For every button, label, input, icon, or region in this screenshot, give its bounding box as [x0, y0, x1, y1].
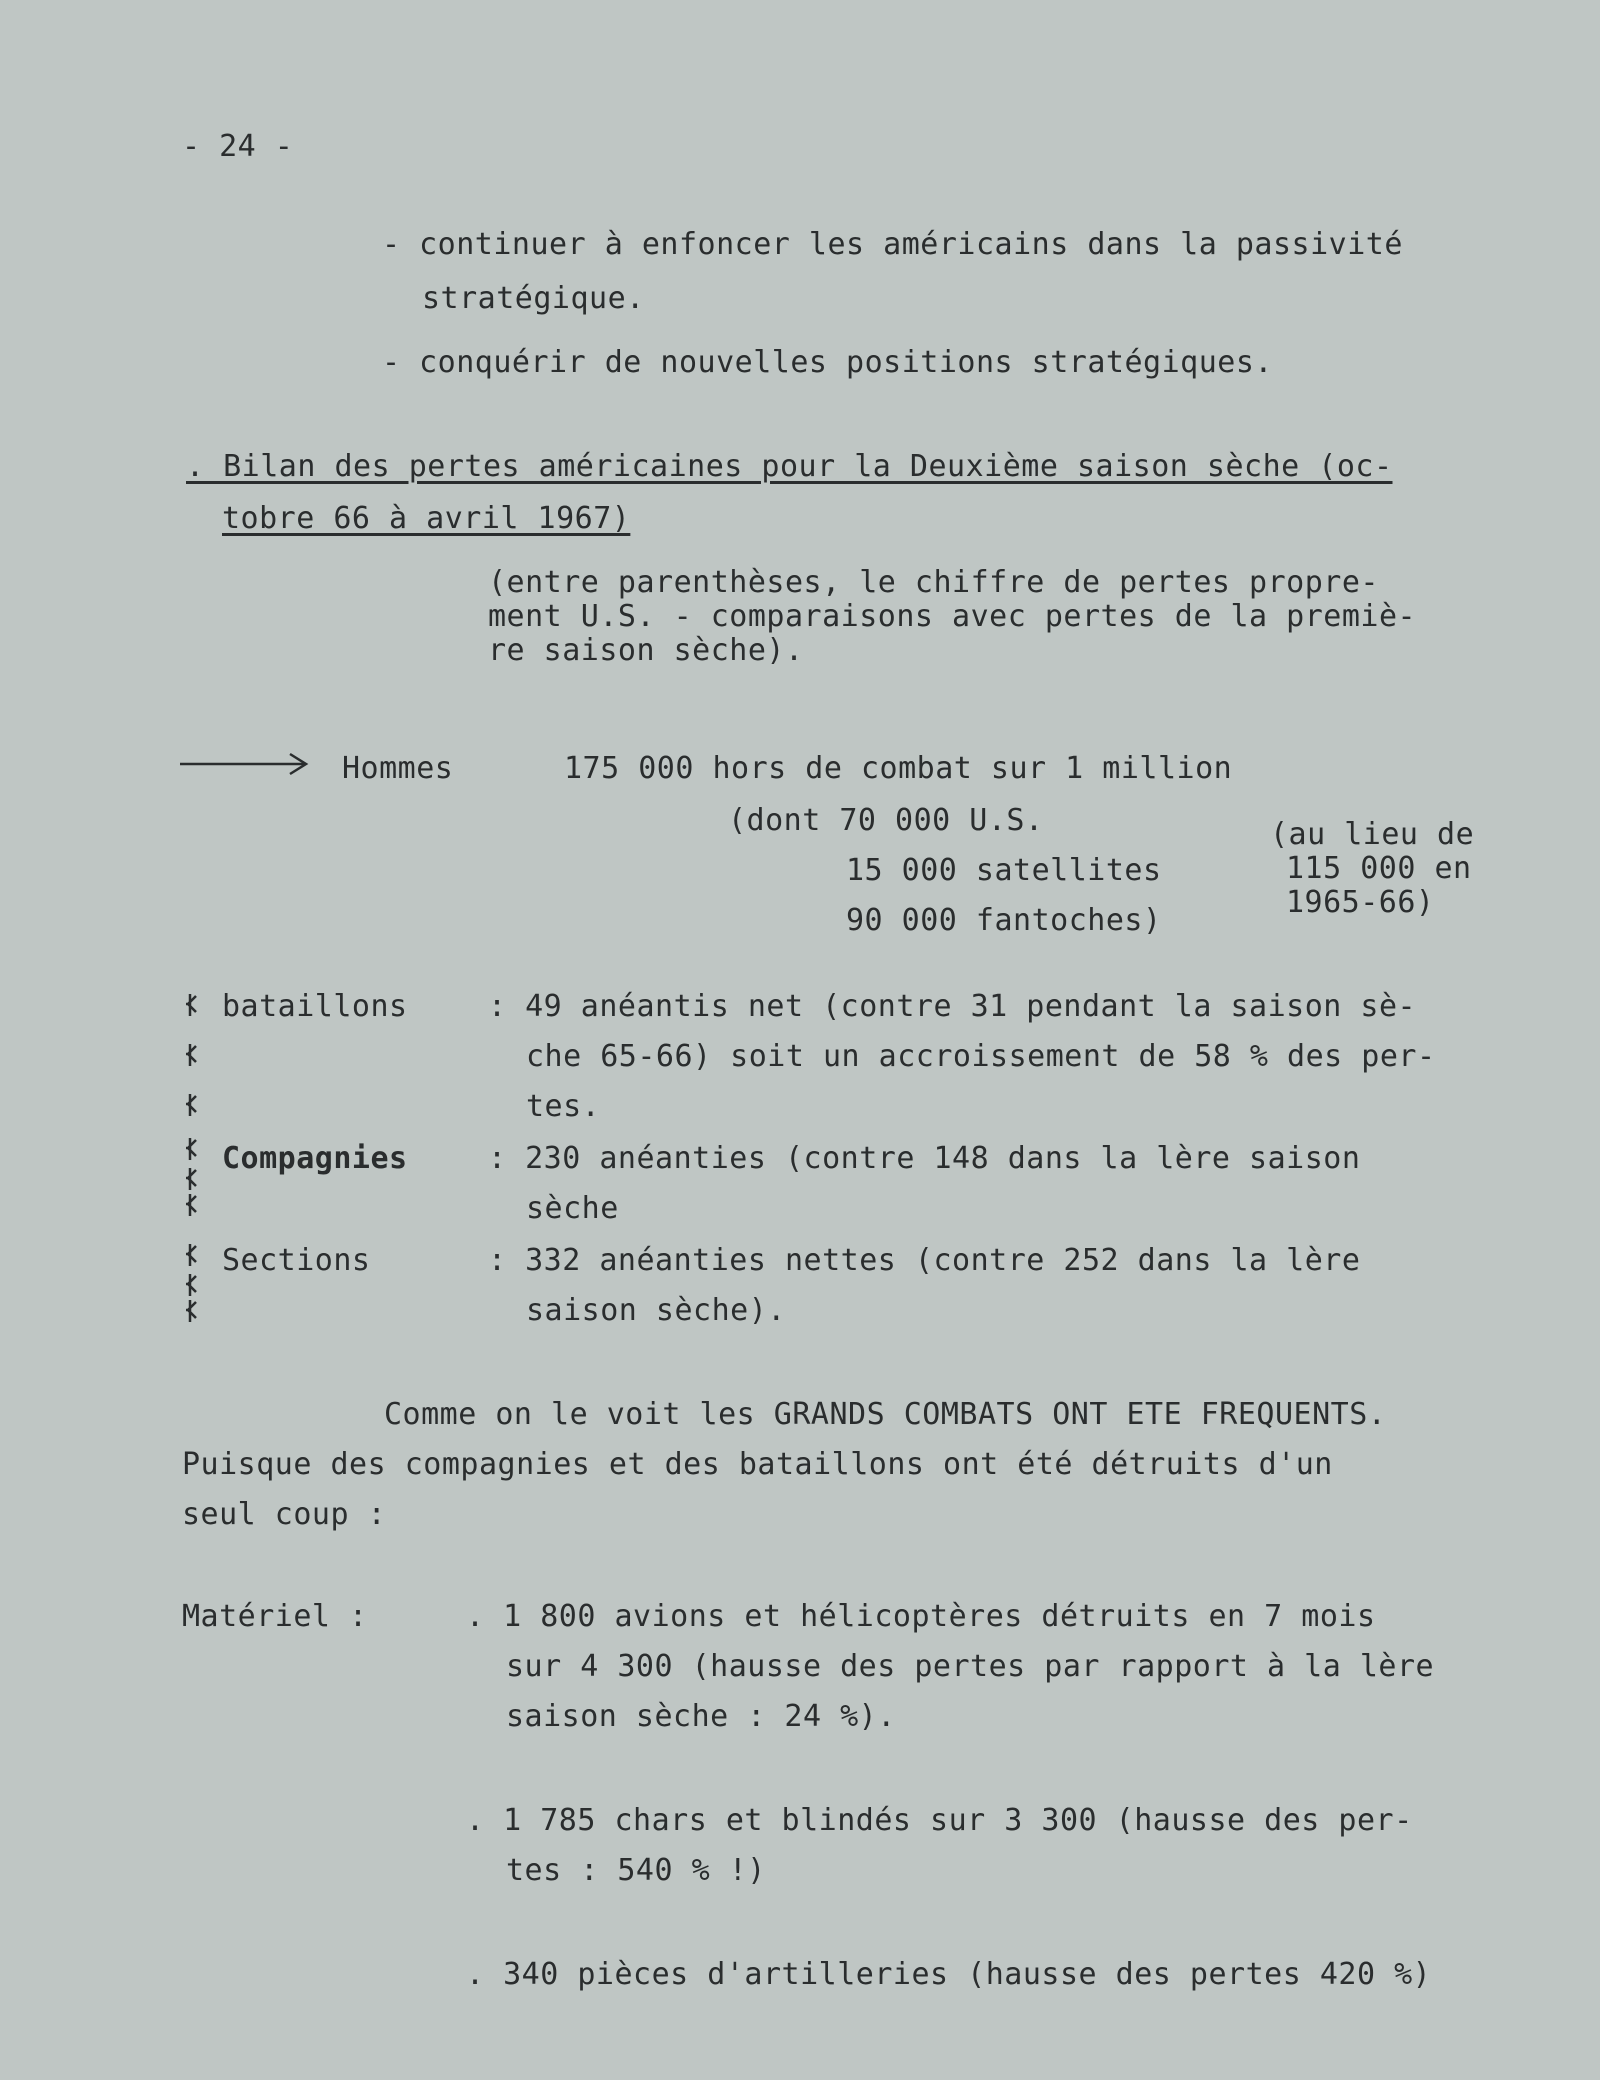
bataillons-line-1: : 49 anéantis net (contre 31 pendant la saison sè- — [488, 989, 1417, 1024]
hommes-note-1: (au lieu de — [1270, 817, 1475, 852]
sections-line-2: saison sèche). — [526, 1293, 786, 1328]
bataillons-line-3: tes. — [526, 1089, 601, 1124]
materiel-item-1-line-2: sur 4 300 (hausse des pertes par rapport à la lère — [506, 1649, 1435, 1684]
comment-line-1: Comme on le voit les GRANDS COMBATS ONT ETE FREQUENTS. — [384, 1397, 1387, 1432]
hommes-label: Hommes — [342, 751, 454, 786]
compagnies-line-2: sèche — [526, 1191, 619, 1226]
bilan-heading-text-1: . Bilan des pertes américaines pour la Deuxième saison sèche (oc- — [186, 449, 1393, 484]
bilan-note-2: ment U.S. - comparaisons avec pertes de la premiè- — [488, 599, 1417, 634]
hommes-line-2: (dont 70 000 U.S. — [728, 803, 1044, 838]
bilan-heading-line-2 — [222, 502, 630, 536]
intro-bullet-1: - continuer à enfoncer les américains dans la passivité — [382, 227, 1403, 262]
bilan-heading-text-2: tobre 66 à avril 1967) — [222, 501, 631, 536]
comment-line-2: Puisque des compagnies et des bataillons ont été détruits d'un — [182, 1447, 1333, 1482]
materiel-item-1-line-1: . 1 800 avions et hélicoptères détruits en 7 mois — [466, 1599, 1376, 1634]
intro-bullet-2: - conquérir de nouvelles positions stratégiques. — [382, 345, 1273, 380]
compagnies-label: Compagnies — [222, 1141, 408, 1176]
bataillons-label: bataillons — [222, 989, 408, 1024]
arrow-icon — [178, 752, 312, 776]
sections-line-1: : 332 anéanties nettes (contre 252 dans la lère — [488, 1243, 1361, 1278]
intro-bullet-1-cont: stratégique. — [422, 281, 645, 316]
bilan-heading-line-1 — [186, 450, 1393, 484]
materiel-item-2-line-1: . 1 785 chars et blindés sur 3 300 (hausse des per- — [466, 1803, 1413, 1838]
materiel-label: Matériel : — [182, 1599, 368, 1634]
bilan-note-3: re saison sèche). — [488, 633, 804, 668]
sections-label: Sections — [222, 1243, 371, 1278]
hommes-line-4: 90 000 fantoches) — [846, 903, 1162, 938]
bilan-note-1: (entre parenthèses, le chiffre de pertes propre- — [488, 565, 1379, 600]
hommes-note-3: 1965-66) — [1286, 885, 1435, 920]
materiel-item-3-line-1: . 340 pièces d'artilleries (hausse des pertes 420 %) — [466, 1957, 1432, 1992]
materiel-item-1-line-3: saison sèche : 24 %). — [506, 1699, 896, 1734]
hommes-line-3: 15 000 satellites — [846, 853, 1162, 888]
bracket-marks-icon — [180, 990, 204, 1330]
page-number: - 24 - — [182, 129, 294, 164]
hommes-note-2: 115 000 en — [1286, 851, 1472, 886]
margin-bracket-marks — [180, 990, 204, 1336]
hommes-line-1: 175 000 hors de combat sur 1 million — [564, 751, 1233, 786]
bataillons-line-2: che 65-66) soit un accroissement de 58 % des per- — [526, 1039, 1436, 1074]
compagnies-line-1: : 230 anéanties (contre 148 dans la lère saison — [488, 1141, 1361, 1176]
materiel-item-2-line-2: tes : 540 % !) — [506, 1853, 766, 1888]
comment-line-3: seul coup : — [182, 1497, 387, 1532]
